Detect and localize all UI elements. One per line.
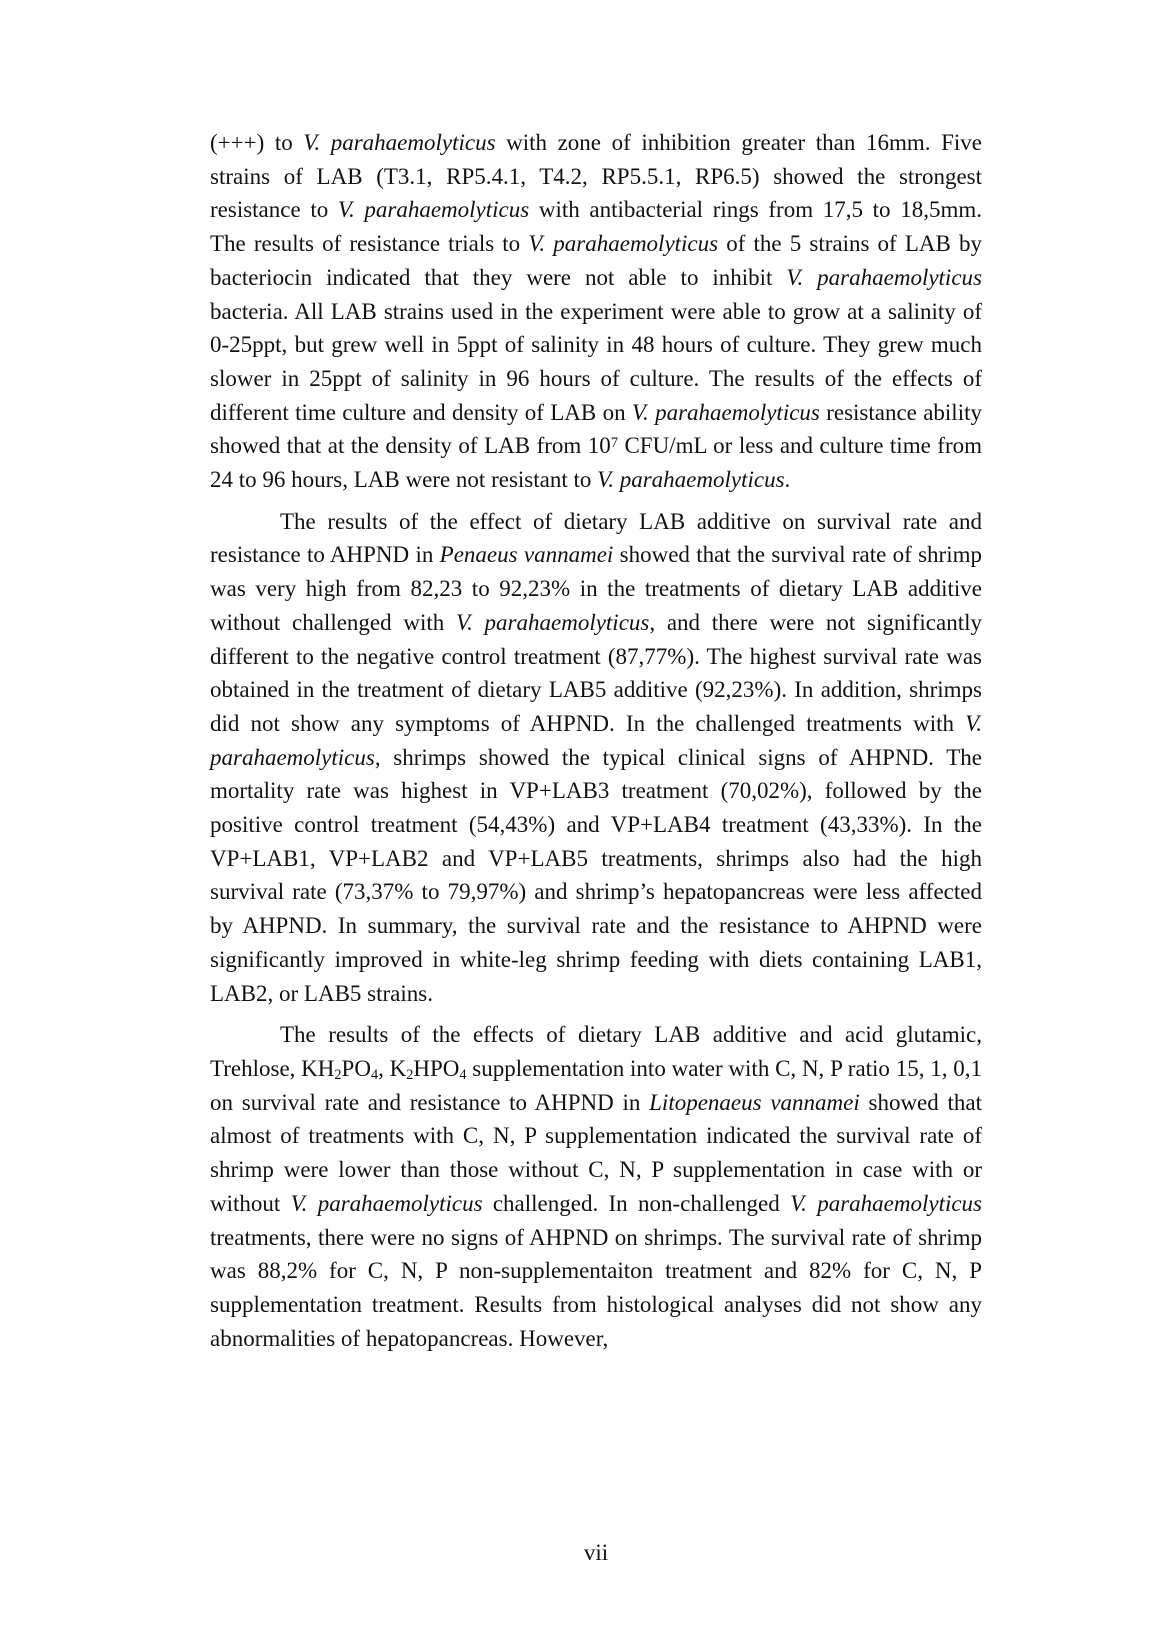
text-run: showed that almost of treatments with C, N, P supplementation indicated the survival rate of shrimp were lower than those without C, N, P supplementation in case with or without <box>210 1089 982 1216</box>
text-run: with antibacterial rings from 17,5 to 18,5mm. The results of resistance trials to <box>210 197 982 257</box>
text-run: PO <box>341 1055 371 1081</box>
text-run: , and there were not significantly different to the negative control treatment (87,77%). The highest survival rate was obtained in the treatment of dietary LAB5 additive (92,23%). In addition, shrimps did not show any symptoms of AHPND. In the challenged treatments with <box>210 609 982 736</box>
paragraph-2 <box>210 505 982 1011</box>
text-run: HPO <box>413 1055 460 1081</box>
text-run-italic: V. parahaemolyticus <box>337 197 530 223</box>
text-run-sup: 7 <box>610 434 618 451</box>
text-run: treatments, there were no signs of AHPND on shrimps. The survival rate of shrimp was 88,2% for C, N, P non-supplementaiton treatment and 82% for C, N, P supplementation treatment. Results from histological analyses did not show any abnormalities of hepatopancreas. However, <box>210 1224 982 1351</box>
text-run: resistance ability showed that at the density of LAB from 10 <box>210 399 982 459</box>
text-run: with zone of inhibition greater than 16mm. Five strains of LAB (T3.1, RP5.4.1, T4.2, RP5.5.1, RP6.5) showed the strongest resistance to <box>210 130 982 223</box>
text-run-italic: V. parahaemolyticus <box>303 130 496 155</box>
page-number: vii <box>583 1540 609 1565</box>
text-run: supplementation into water with C, N, P ratio 15, 1, 0,1 on survival rate and resistance to AHPND in <box>210 1055 982 1115</box>
text-run: . <box>784 467 791 493</box>
paragraph-3 <box>210 1018 982 1355</box>
paragraph-1 <box>210 126 982 497</box>
text-run: The results of the effect of dietary LAB additive on survival rate and resistance to AHPND in <box>210 508 982 568</box>
text-run-italic: V. parahaemolyticus <box>290 1190 483 1216</box>
text-run-italic: V. parahaemolyticus <box>455 609 650 635</box>
text-run-italic: V. parahaemolyticus <box>790 1190 983 1216</box>
text-run-sub: 2 <box>406 1066 414 1083</box>
text-run-italic: V. parahaemolyticus <box>786 264 982 290</box>
text-run-sub: 4 <box>370 1066 379 1083</box>
text-run-italic: V. parahaemolyticus <box>210 710 982 770</box>
text-run-sub: 4 <box>459 1066 467 1083</box>
text-run: challenged. In non-challenged <box>482 1190 791 1216</box>
text-run: bacteria. All LAB strains used in the experiment were able to grow at a salinity of 0-25ppt, but grew well in 5ppt of salinity in 48 hours of culture. They grew much slower in 25ppt of salinity in 96 hours of culture. The results of the effects of different time culture and density of LAB on <box>210 298 982 425</box>
text-run-sub: 2 <box>334 1066 342 1083</box>
body-text-block <box>210 126 982 1363</box>
text-run: , K <box>378 1055 407 1081</box>
text-run: The results of the effects of dietary LAB additive and acid glutamic, Trehlose, KH <box>210 1022 982 1081</box>
text-run: (+++) to <box>210 130 304 155</box>
text-run-italic: V. parahaemolyticus <box>528 231 719 257</box>
text-run: , shrimps showed the typical clinical signs of AHPND. The mortality rate was highest in VP+LAB3 treatment (70,02%), followed by the positive control treatment (54,43%) and VP+LAB4 treatment (43,33%). In the VP+LAB1, VP+LAB2 and VP+LAB5 treatments, shrimps also had the high survival rate (73,37% to 79,97%) and shrimp’s hepatopancreas were less affected by AHPND. In summary, the survival rate and the resistance to AHPND were significantly improved in white-leg shrimp feeding with diets containing LAB1, LAB2, or LAB5 strains. <box>210 744 982 1006</box>
text-run-italic: Litopenaeus vannamei <box>649 1089 860 1115</box>
text-run-italic: V. parahaemolyticus <box>597 467 785 493</box>
text-run-italic: V. parahaemolyticus <box>631 399 820 425</box>
text-run-italic: Penaeus vannamei <box>439 542 614 568</box>
text-run: showed that the survival rate of shrimp was very high from 82,23 to 92,23% in the treatments of dietary LAB additive without challenged with <box>210 542 982 635</box>
text-run: of the 5 strains of LAB by bacteriocin indicated that they were not able to inhibit <box>210 231 982 290</box>
text-run: CFU/mL or less and culture time from 24 to 96 hours, LAB were not resistant to <box>210 433 983 493</box>
